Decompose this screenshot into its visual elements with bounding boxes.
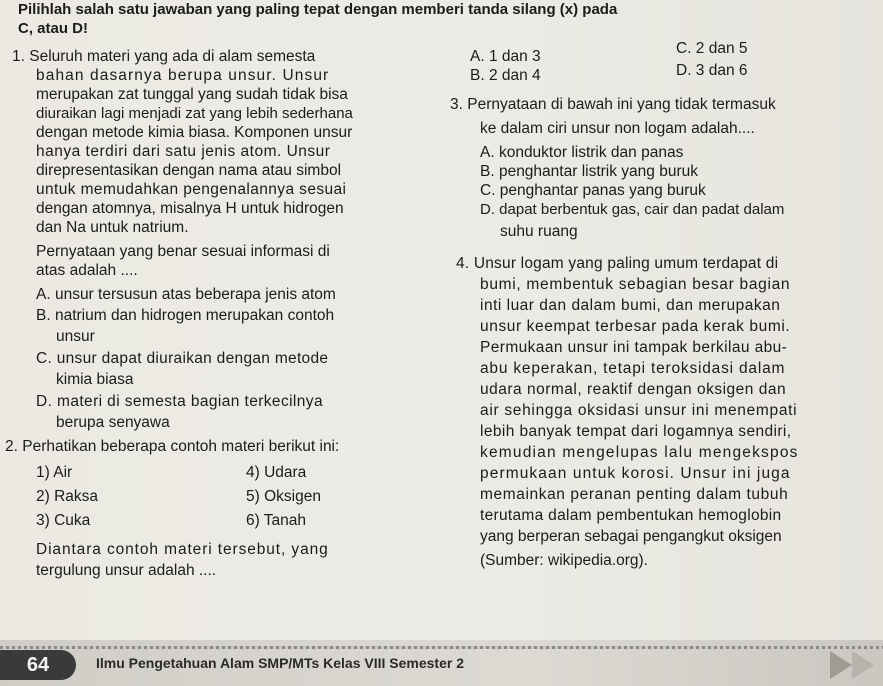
q1-line: diuraikan lagi menjadi zat yang lebih sederhana [36,105,353,122]
q4-line: unsur keempat terbesar pada kerak bumi. [480,318,791,335]
answer-c[interactable]: C. 2 dan 5 [676,40,748,57]
q2-stem: 2. Perhatikan beberapa contoh materi berikut ini: [5,438,340,455]
q1-line: dengan metode kimia biasa. Komponen unsur [36,124,353,141]
footer-divider [0,646,883,649]
footer-arrow-icon [830,651,852,679]
q4-line: terutama dalam pembentukan hemoglobin [480,507,782,524]
q1-line: dan Na untuk natrium. [36,219,189,236]
q4-line: udara normal, reaktif dengan oksigen dan [480,381,787,398]
q4-line: kemudian mengelupas lalu mengekspos [480,444,799,461]
q1-line: hanya terdiri dari satu jenis atom. Unsur [36,143,331,160]
page-number: 64 [0,650,76,680]
q4-line: yang berperan sebagai pengangkut oksigen [480,528,782,545]
q1-option-c-cont: kimia biasa [56,371,134,388]
q3-option-d-cont: suhu ruang [500,223,578,240]
q1-option-d[interactable]: D. materi di semesta bagian terkecilnya [36,393,323,410]
q4-line: air sehingga oksidasi unsur ini menempati [480,402,798,419]
answer-d[interactable]: D. 3 dan 6 [676,62,748,79]
q2-item-5: 5) Oksigen [246,488,321,505]
q2-question: Diantara contoh materi tersebut, yang [36,541,329,558]
q4-line: memainkan peranan penting dalam tubuh [480,486,789,503]
instruction-line-1: Pilihlah salah satu jawaban yang paling tepat dengan memberi tanda silang (x) pada [18,1,618,18]
q2-item-6: 6) Tanah [246,512,307,529]
q3-line: 3. Pernyataan di bawah ini yang tidak termasuk [450,96,776,113]
q1-option-d-cont: berupa senyawa [56,414,170,431]
q4-line: lebih banyak tempat dari logamnya sendiri, [480,423,792,440]
q1-line: Pernyataan yang benar sesuai informasi di [36,243,330,260]
answer-a[interactable]: A. 1 dan 3 [470,48,541,65]
q4-line: 4. Unsur logam yang paling umum terdapat di [456,255,779,272]
q2-item-2: 2) Raksa [36,488,99,505]
q3-option-c[interactable]: C. penghantar panas yang buruk [480,182,706,199]
q1-option-b-cont: unsur [56,328,95,345]
q4-line: permukaan untuk korosi. Unsur ini juga [480,465,791,482]
q1-option-c[interactable]: C. unsur dapat diuraikan dengan metode [36,350,329,367]
q2-item-1: 1) Air [36,464,73,481]
q4-line: abu keperakan, tetapi teroksidasi dalam [480,360,786,377]
q4-line: Permukaan unsur ini tampak berkilau abu- [480,339,788,356]
q4-line: bumi, membentuk sebagian besar bagian [480,276,791,293]
q1-option-b[interactable]: B. natrium dan hidrogen merupakan contoh [36,307,335,324]
q1-line: untuk memudahkan pengenalannya sesuai [36,181,347,198]
q3-option-a[interactable]: A. konduktor listrik dan panas [480,144,684,161]
q3-option-b[interactable]: B. penghantar listrik yang buruk [480,163,698,180]
q1-option-a[interactable]: A. unsur tersusun atas beberapa jenis atom [36,286,336,303]
q1-line: atas adalah .... [36,262,138,279]
q1-line: direpresentasikan dengan nama atau simbol [36,162,342,179]
q1-line: merupakan zat tunggal yang sudah tidak bisa [36,86,348,103]
instruction-line-2: C, atau D! [18,20,89,37]
q1-line: bahan dasarnya berupa unsur. Unsur [36,67,330,84]
q3-line: ke dalam ciri unsur non logam adalah.... [480,120,755,137]
q4-line: inti luar dan dalam bumi, dan merupakan [480,297,781,314]
answer-b[interactable]: B. 2 dan 4 [470,67,541,84]
q3-option-d[interactable]: D. dapat berbentuk gas, cair dan padat dalam [480,201,785,218]
footer-arrow-icon [852,651,874,679]
q2-item-4: 4) Udara [246,464,307,481]
q1-line: 1. Seluruh materi yang ada di alam semesta [12,48,316,65]
book-title: Ilmu Pengetahuan Alam SMP/MTs Kelas VIII Semester 2 [96,655,465,671]
q4-source: (Sumber: wikipedia.org). [480,552,648,569]
q2-item-3: 3) Cuka [36,512,91,529]
q2-question-cont: tergulung unsur adalah .... [36,562,217,579]
q1-line: dengan atomnya, misalnya H untuk hidrogen [36,200,344,217]
